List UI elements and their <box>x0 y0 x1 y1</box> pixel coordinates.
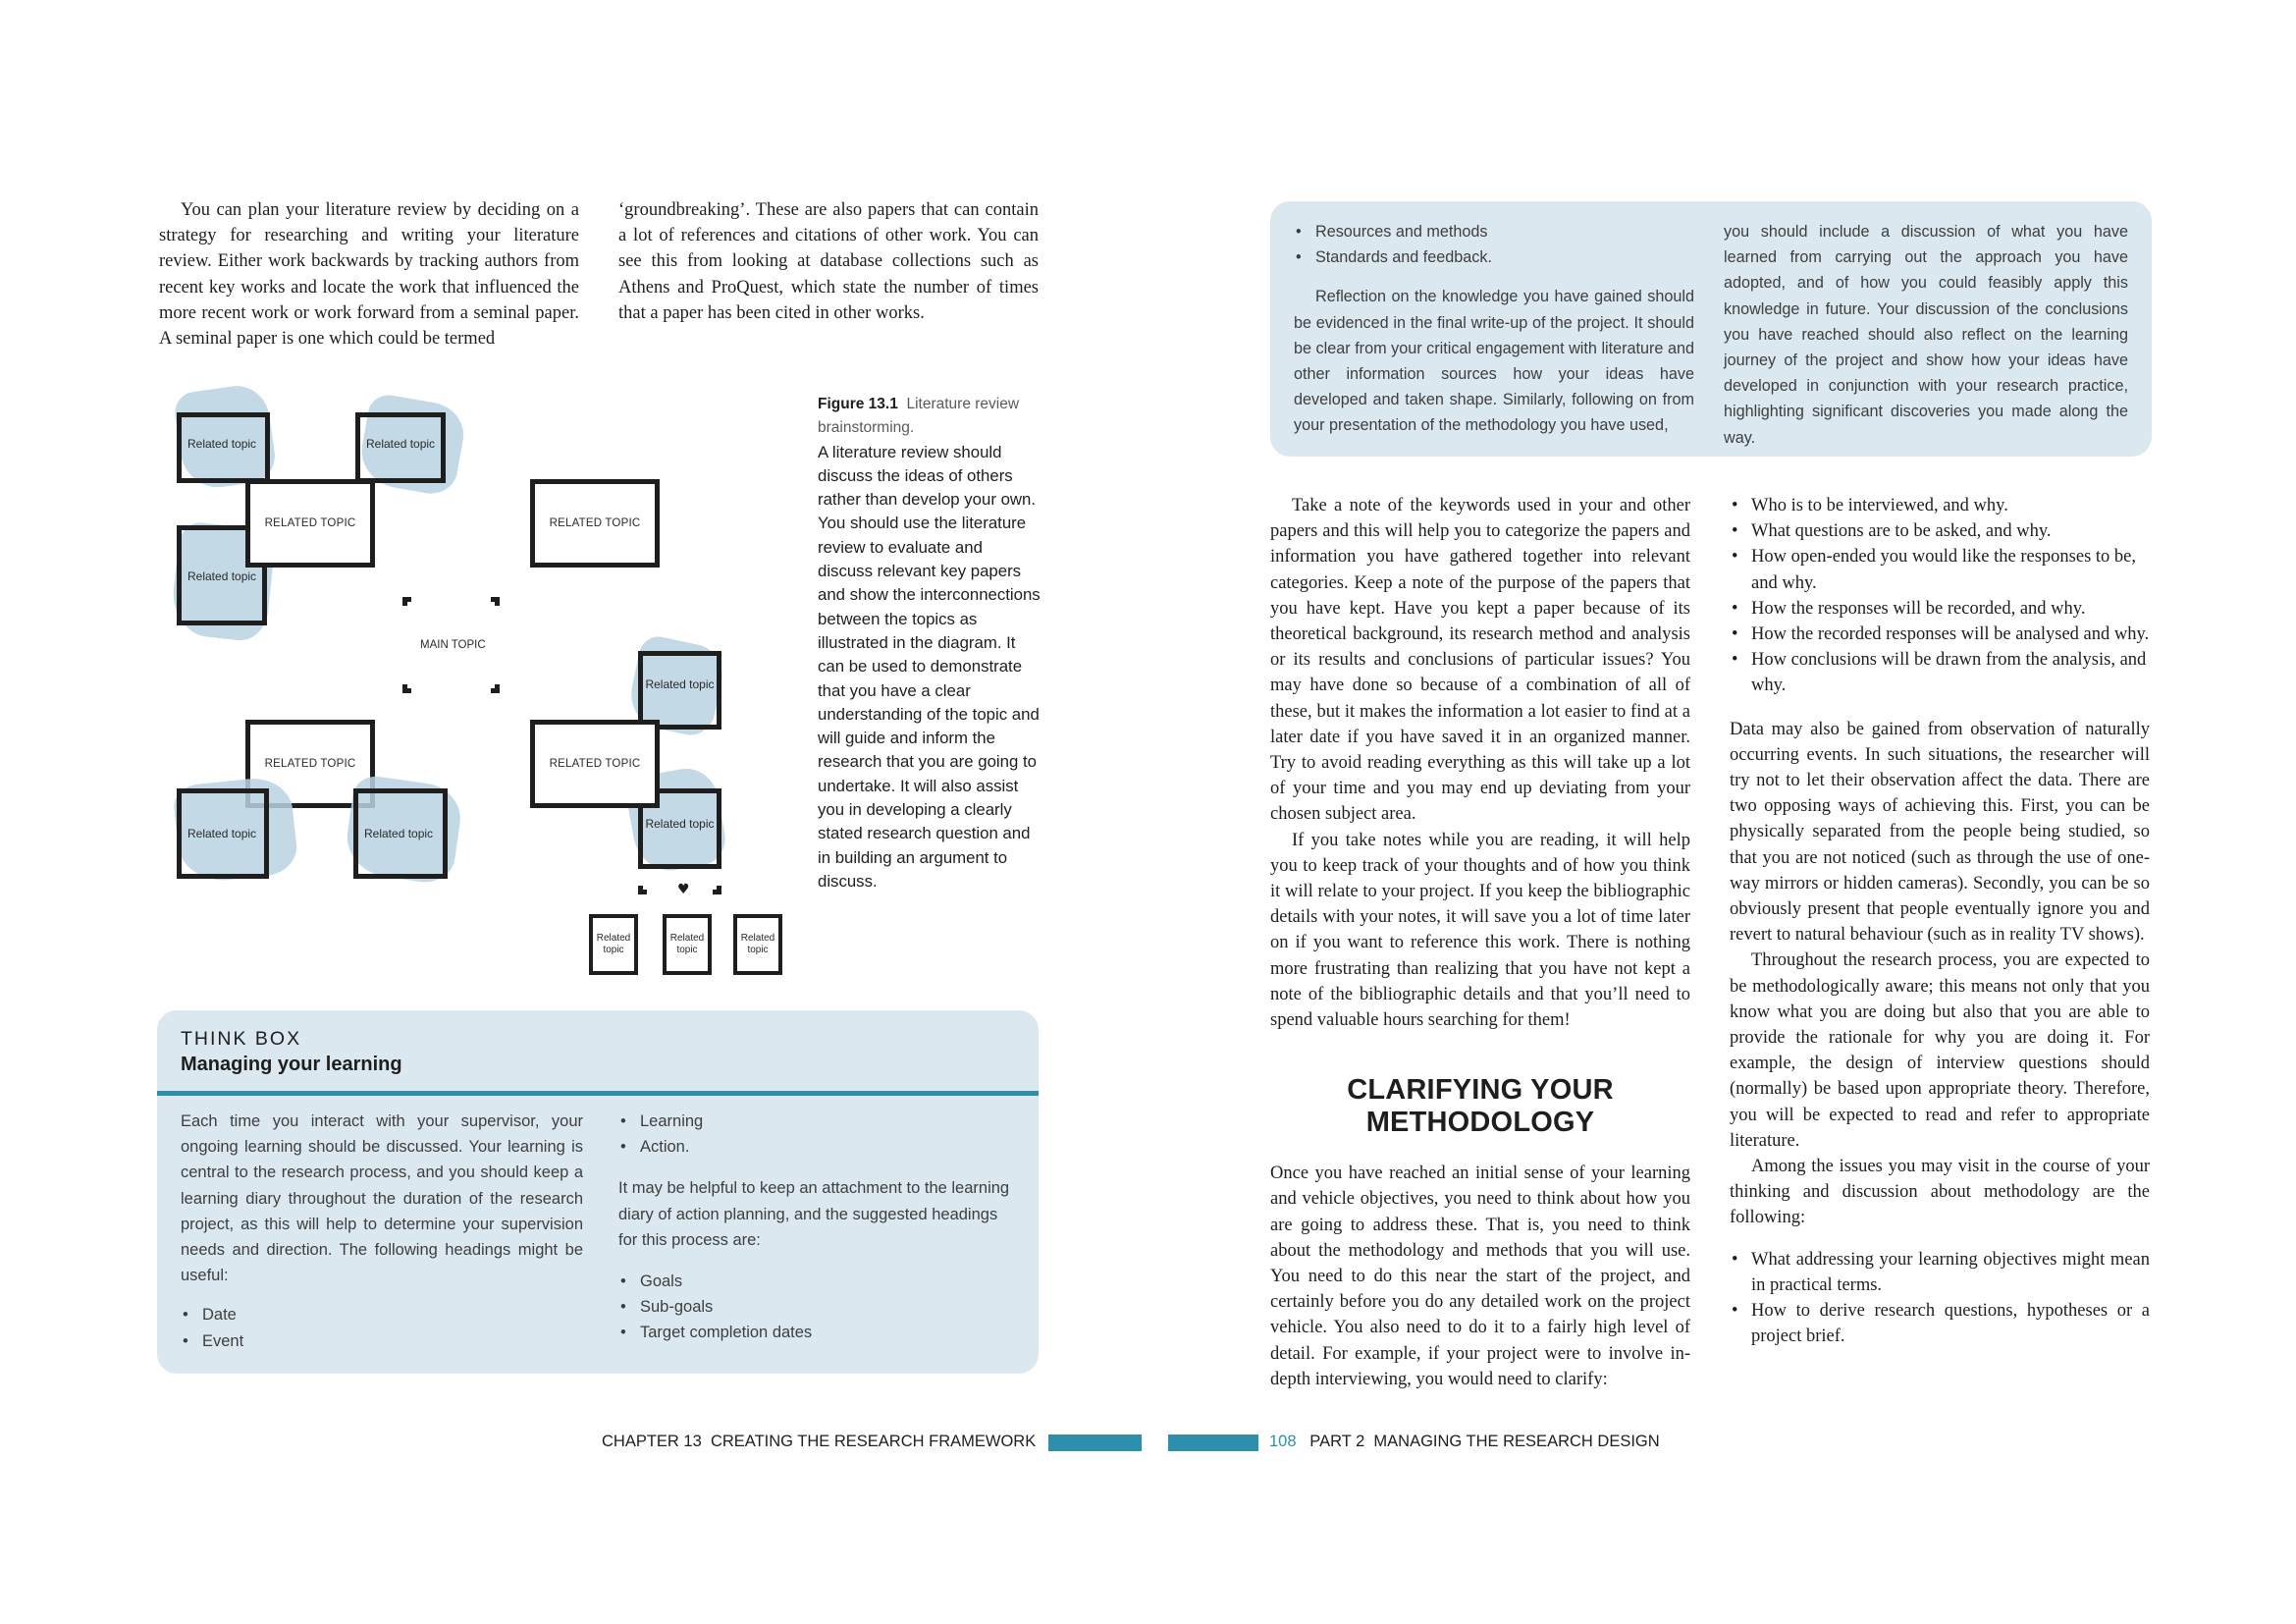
main-topic-label: MAIN TOPIC <box>420 639 486 651</box>
part-label: PART 2 <box>1309 1433 1365 1450</box>
list-item: • Date <box>181 1302 583 1327</box>
small-related-topic-box: Related topic <box>663 914 712 975</box>
caption-title: Literature review brainstorming. <box>818 396 1020 437</box>
list-item: • How the responses will be recorded, and why. <box>1730 596 2150 622</box>
list-item: • Learning <box>618 1109 1021 1134</box>
think-box-text-2: It may be helpful to keep an attachment to the learning diary of action planning, and the suggested headings for this process are: <box>618 1179 1010 1249</box>
think-box-text-1: Each time you interact with your supervisor, your ongoing learning should be discussed. Your learning is central to the research process, and you should keep a learning diary throughout the duration of the research project, as this will help to determine your supervision needs and direction. The following headings might be useful: <box>181 1112 583 1285</box>
right-paragraph-6: Among the issues you may visit in the course of your thinking and discussion about methodology are the following: <box>1730 1157 2150 1228</box>
reflection-box-column-2 <box>1724 219 2128 451</box>
think-box <box>157 1010 1039 1374</box>
list-item: • Resources and methods <box>1294 219 1694 244</box>
list-item: • How open-ended you would like the responses to be, and why. <box>1730 544 2150 595</box>
list-item: • How to derive research questions, hypotheses or a project brief. <box>1730 1298 2150 1349</box>
right-paragraph-3: Once you have reached an initial sense of your learning and vehicle objectives, you need to think about how you are going to address these. That is, you need to think about the methodology and methods that you will use. You need to do this near the start of the project, and certainly before you do any detailed work on the project vehicle. You also need to do it to a fairly high level of detail. For example, if your project were to involve in-depth interviewing, you would need to clarify: <box>1270 1164 1690 1389</box>
right-page-column-1 <box>1270 493 1690 1392</box>
think-box-column-1 <box>181 1109 583 1354</box>
caption-body: A literature review should discuss the ideas of others rather than develop your own. You should use the literature review to evaluate and discuss relevant key papers and show the interconnections between the topics as illustrated in the diagram. It can be used to demonstrate that you have a clear understanding of the topic and will guide and inform the research that you are going to undertake. It will also assist you in developing a clearly stated research question and in building an argument to discuss. <box>818 442 1041 891</box>
right-paragraph-5: Throughout the research process, you are expected to be methodologically aware; this means not only that you know what you are doing but also that you are able to provide the rationale for why you are doing it. For example, the design of interview questions should (normally) be based upon appropriate theory. Therefore, you will be expected to read and refer to appropriate literature. <box>1730 950 2150 1151</box>
heart-connector-icon: ♥ <box>677 882 690 897</box>
list-item: • Action. <box>618 1134 1021 1160</box>
caption-label: Figure 13.1 <box>818 396 898 412</box>
corner-mark <box>402 684 411 693</box>
related-topic-box: Related topic <box>353 788 448 879</box>
figure-caption <box>818 393 1041 893</box>
reflection-box-list <box>1294 219 1694 270</box>
related-topic-box: Related topic <box>177 412 270 483</box>
related-topic-box: Related topic <box>638 651 721 730</box>
left-running-footer <box>602 1433 1077 1451</box>
chapter-label: CHAPTER 13 <box>602 1433 702 1450</box>
corner-mark <box>402 597 411 606</box>
literature-review-diagram <box>157 378 785 987</box>
related-topic-box: Related topic <box>177 788 269 879</box>
right-paragraph-4: Data may also be gained from observation of naturally occurring events. In such situations, the researcher will try not to let their observation affect the data. There are two opposing ways of achieving this. First, you can be physically separated from the people being studied, so that you are not noticed (such as through the use of one-way mirrors or hidden cameras). Secondly, you can be so obviously present that people eventually ignore you and revert to natural behaviour (such as in reality TV shows). <box>1730 719 2150 946</box>
related-topic-box: Related topic <box>177 525 267 625</box>
section-heading: CLARIFYING YOUR METHODOLOGY <box>1347 1074 1614 1139</box>
think-box-label: THINK BOX <box>181 1028 302 1050</box>
related-topic-box: Related topic <box>355 412 446 483</box>
list-item: • Who is to be interviewed, and why. <box>1730 493 2150 518</box>
corner-mark <box>491 684 500 693</box>
footer-accent-bar <box>1168 1435 1258 1451</box>
right-page-column-2 <box>1730 493 2150 1350</box>
footer-accent-bar <box>1048 1435 1142 1451</box>
list-item: • What questions are to be asked, and why. <box>1730 518 2150 544</box>
related-topic-main-box: RELATED TOPIC <box>530 479 660 568</box>
list-item: • How the recorded responses will be analysed and why. <box>1730 622 2150 647</box>
caption-heading <box>818 393 1041 441</box>
think-box-list-3 <box>618 1269 1021 1346</box>
small-related-topic-box: Related topic <box>733 914 782 975</box>
list-item: • Event <box>181 1328 583 1354</box>
left-page-column-2 <box>618 197 1039 326</box>
related-topic-main-box: RELATED TOPIC <box>530 720 660 808</box>
related-topic-box: Related topic <box>638 788 721 869</box>
left-page-column-1 <box>159 197 579 352</box>
list-item: • Target completion dates <box>618 1320 1021 1345</box>
list-item: • Goals <box>618 1269 1021 1294</box>
left-paragraph-2: ‘groundbreaking’. These are also papers that can contain a lot of references and citations of other work. You can see this from looking at database collections such as Athens and ProQuest, which state the number of times that a paper has been cited in other works. <box>618 200 1039 323</box>
think-box-list-2 <box>618 1109 1021 1160</box>
related-topic-main-box: RELATED TOPIC <box>245 720 375 808</box>
left-paragraph-1: You can plan your literature review by deciding on a strategy for researching and writing your literature review. Either work backwards by tracking authors from recent key works and locate the work that influenced the more recent work or work forward from a seminal paper. A seminal paper is one which could be termed <box>159 200 579 350</box>
list-item: • Sub-goals <box>618 1294 1021 1320</box>
reflection-box-column-1 <box>1294 219 1694 439</box>
corner-mark <box>638 886 647 894</box>
interview-list <box>1730 493 2150 699</box>
think-box-column-2 <box>618 1109 1021 1346</box>
reflection-box <box>1270 201 2152 457</box>
list-item: • How conclusions will be drawn from the analysis, and why. <box>1730 647 2150 698</box>
corner-mark <box>713 886 721 894</box>
part-title: MANAGING THE RESEARCH DESIGN <box>1373 1433 1660 1450</box>
think-box-list-1 <box>181 1302 583 1353</box>
think-box-header <box>157 1010 1039 1096</box>
small-related-topic-box: Related topic <box>589 914 638 975</box>
right-page-number: 108 <box>1269 1433 1297 1450</box>
right-running-footer <box>1269 1433 1660 1451</box>
reflection-text-1: Reflection on the knowledge you have gained should be evidenced in the final write-up of the project. It should be clear from your critical engagement with literature and other information sources how your ideas have developed and taken shape. Similarly, following on from your presentation of the methodology you have used, <box>1294 288 1694 435</box>
corner-mark <box>491 597 500 606</box>
methodology-issues-list <box>1730 1247 2150 1350</box>
right-paragraph-1: Take a note of the keywords used in your and other papers and this will help you to categorize the papers and information you have gathered together into relevant categories. Keep a note of the purpose of the papers that you have kept. Have you kept a paper because of its theoretical background, its research method and analysis or its results and conclusions of particular issues? You may have done so because of a combination of all of these, but it makes the information a lot easier to find at a later date if you have saved it in an organized manner. Try to avoid reading everything as this will take up a lot of your time and you may end up deviating from your chosen subject area. <box>1270 496 1690 825</box>
list-item: • What addressing your learning objectives might mean in practical terms. <box>1730 1247 2150 1298</box>
list-item: • Standards and feedback. <box>1294 244 1694 270</box>
chapter-title: CREATING THE RESEARCH FRAMEWORK <box>710 1433 1037 1450</box>
right-paragraph-2: If you take notes while you are reading, it will help you to keep track of your thoughts and of how you think it will relate to your project. If you keep the bibliographic details with your notes, it will save you a lot of time later on if you want to reference this work. There is nothing more frustrating than realizing that you have not kept a note of the bibliographic details and that you’ll need to spend valuable hours searching for them! <box>1270 830 1690 1031</box>
related-topic-main-box: RELATED TOPIC <box>245 479 375 568</box>
reflection-text-2: you should include a discussion of what you have learned from carrying out the approach you have adopted, and of how you could feasibly apply this knowledge in future. Your discussion of the conclusions you have reached should also reflect on the learning journey of the project and show how your ideas have developed in conjunction with your research practice, highlighting significant discoveries you made along the way. <box>1724 223 2128 447</box>
think-box-title: Managing your learning <box>181 1054 402 1075</box>
